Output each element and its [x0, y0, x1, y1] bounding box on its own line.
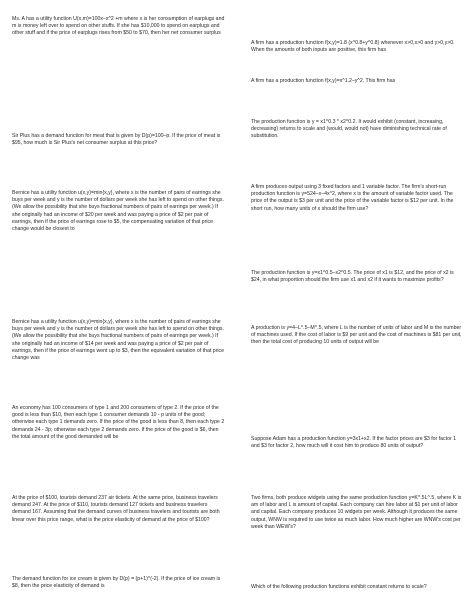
question-consumer-surplus-earplugs: Ms. A has a utility function U(x,m)=100x–x^2 +m where x is her consumption of earplugs and m is money left over to spend on other stuffs. If she has $10,000 to spend on earplugs and other stuff and if the price of earplugs rises from $50 to $70, then her net consumer surplus — [12, 16, 225, 37]
question-adam-production-cost: Suppose Adam has a production function y=3x1+x2. If the factor prices are $3 for factor 1 and $3 for factor 2, how much will it cost him to produce 80 units of output? — [251, 436, 457, 450]
question-two-firms-widgets: Two firms, both produce widgets using the same production function y=K^.5L^.5, where K is am of labor and L is amount of capital. Each company can hire labor at $1 per unit of labor and capital. Each company produces 10 widgets per week. Although it produces the same output, WNW is required to use twice as much labor. How much higher are WNW's cost per week than WEW's? — [251, 495, 462, 530]
question-compensating-variation: Bernice has a utility function u(x,y)=min{x,y}, where x is the number of pairs of earrings she buys per week and y is the number of dollars per week she has left to spend on other things. (We allow the possibility that she buys fractional numbers of pairs of earrings per week.) If she originally had an income of $20 per week and was paying a price of $2 per pair of earrings, then if the price of earrings rose to $5, the compensating variation of that price change would be closest to — [12, 190, 224, 233]
question-total-cost-machines: A production is y=4–L^.5–M^.5, where L is the number of units of labor and M is the number of machines used. If the cost of labor is $9 per unit and the cost of machines is $81 per unit, then the total cost of producing 10 units of output will be — [251, 325, 462, 346]
question-aggregate-demand: An economy has 100 consumers of type 1 and 200 consumers of type 2. If the price of the good is less than $10, then each type 1 consumer demands 10 - p units of the good; otherwise each type 1 demands zero. If the price of the good is less than 8, then each type 2 demands 24 - 3p; otherwise each type 2 demands zero. If the price of the good is $6, then the total amount of the good demanded will be — [12, 405, 225, 440]
question-equivalent-variation: Bernice has a utility function u(x,y)=min{x,y}, where x is the number of pairs of earrings she buys per week and y is the number of dollars per week she has left to spend on other things. (We allow the possibility that she buys fractional numbers of pairs of earrings per week.) If she originally had an income of $14 per week and was paying a price of $2 per pair of earrings, then if the price of earrings went up to $3, then the equivalent variation of that price change was — [12, 319, 224, 362]
question-production-f-xy-2: A firm has a production function f(x,y)=x^1.2–y^2. This firm has — [251, 78, 396, 84]
question-sir-plus-meat: Sir Plus has a demand function for meat that is given by D(p)=100–p. If the price of meat is $95, how much is Sir Plus's net consumer surplus at this price? — [12, 133, 221, 147]
question-short-run-factor: A firm produces output using 3 fixed factors and 1 variable factor. The firm's short-run production function is y=524–x–4x^2, where x is the amount of variable factor used. The price of the output is $3 per unit and the price of the variable factor is $12 per unit. In the short run, how many units of x should the firm use? — [251, 184, 454, 212]
question-factor-proportion: The production function is y=x1^0.5–x2^0.5. The price of x1 is $12, and the price of x2 is $24, in what proportion should the firm use x1 and x2 if it wants to maximize profits? — [251, 270, 454, 284]
question-ice-cream-elasticity: The demand function for ice cream is given by D(p) = (p+1)^(-2). If the price of ice cream is $8, then the price elasticity of demand is — [12, 576, 221, 590]
question-returns-to-scale: The production function is y = x1^0.3 * x2^0.2. It would exhibit (constant, increasing, decreasing) returns to scale and (would, would not) have diminishing technical rate of substitution. — [251, 119, 447, 140]
question-production-f-xy-1: A firm has a production function f(x,y)=1.8 (x^0.8+y^0.8) whenever x>0,x>0 and y>0,y>0. When the amounts of both inputs are positive, this firm has — [251, 40, 455, 54]
question-constant-returns: Which of the following production functions exhibit constant returns to scale? — [251, 584, 427, 590]
question-air-ticket-elasticity: At the price of $100, tourists demand 237 air tickets. At the same price, business travelers demand 247. At the price of $110, tourists demand 127 tickets and business travelers demand 167. Assuming that the demand curves of business travelers and tourists are both linear over this price range, what is the price elasticity of demand at the price of $100? — [12, 495, 220, 523]
